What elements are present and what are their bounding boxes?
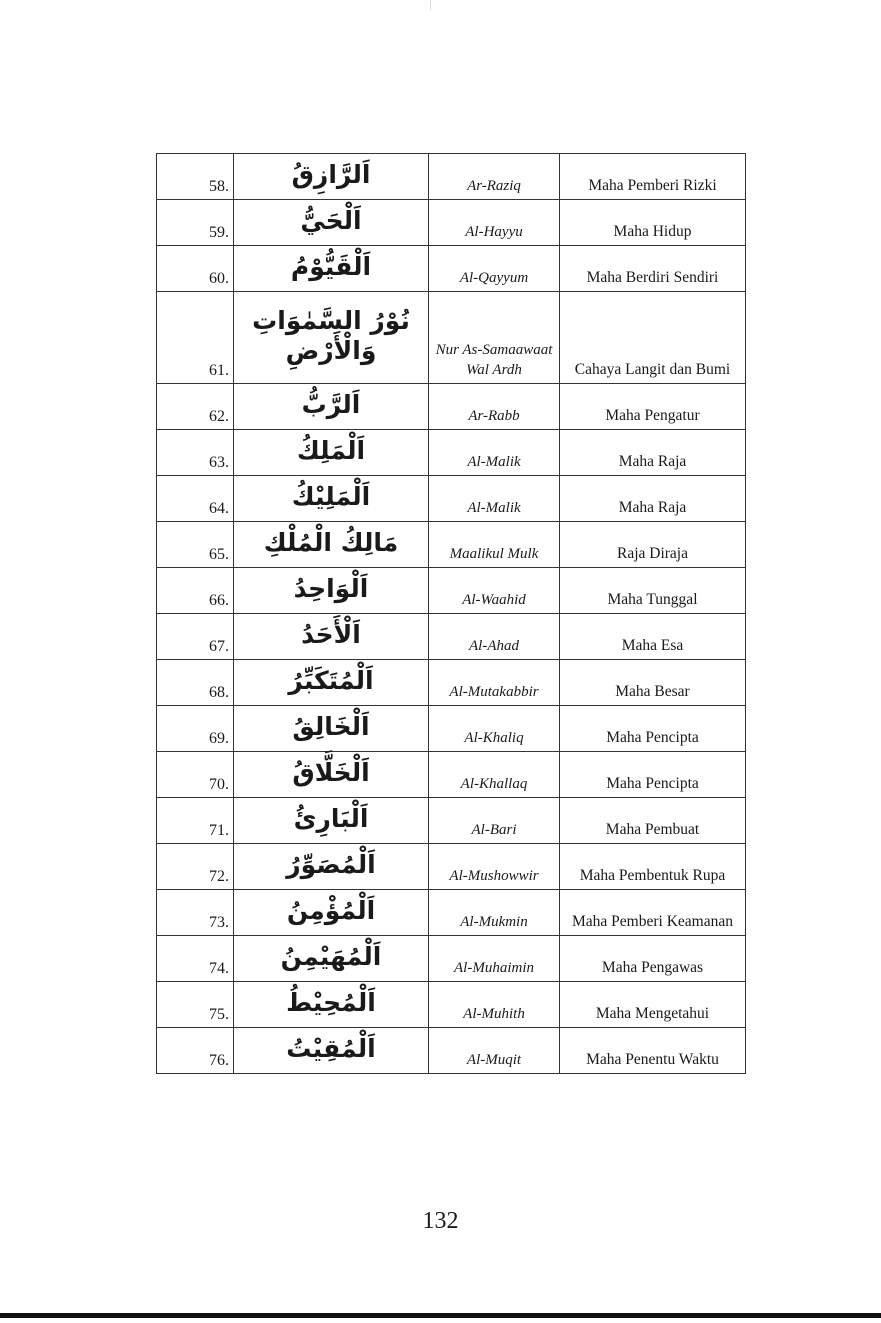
- table-row: [157, 246, 746, 292]
- table-row: [157, 982, 746, 1028]
- arabic-name: اَلْمُقِيْتُ: [234, 1028, 429, 1074]
- row-number: 58.: [157, 154, 234, 200]
- table-row: [157, 660, 746, 706]
- latin-name: Al-Mukmin: [429, 890, 560, 936]
- table-row: [157, 890, 746, 936]
- latin-name: Al-Muhith: [429, 982, 560, 1028]
- arabic-name: اَلرَّازِقُ: [234, 154, 429, 200]
- meaning: Raja Diraja: [560, 522, 746, 568]
- table-row: [157, 798, 746, 844]
- arabic-name: اَلْخَالِقُ: [234, 706, 429, 752]
- arabic-name: اَلرَّبُّ: [234, 384, 429, 430]
- arabic-name: اَلْقَيُّوْمُ: [234, 246, 429, 292]
- latin-name: Al-Mutakabbir: [429, 660, 560, 706]
- row-number: 76.: [157, 1028, 234, 1074]
- latin-name: Maalikul Mulk: [429, 522, 560, 568]
- table-row: [157, 568, 746, 614]
- latin-name: Al-Bari: [429, 798, 560, 844]
- bottom-edge-rule: [0, 1313, 881, 1318]
- latin-name: Ar-Raziq: [429, 154, 560, 200]
- meaning: Maha Raja: [560, 430, 746, 476]
- table-row: [157, 430, 746, 476]
- row-number: 64.: [157, 476, 234, 522]
- arabic-name: اَلْوَاحِدُ: [234, 568, 429, 614]
- meaning: Maha Raja: [560, 476, 746, 522]
- latin-name: Al-Khallaq: [429, 752, 560, 798]
- latin-name: Al-Muqit: [429, 1028, 560, 1074]
- row-number: 66.: [157, 568, 234, 614]
- arabic-name: اَلْمُصَوِّرُ: [234, 844, 429, 890]
- arabic-name: اَلْأَحَدُ: [234, 614, 429, 660]
- latin-name: Al-Qayyum: [429, 246, 560, 292]
- meaning: Maha Penentu Waktu: [560, 1028, 746, 1074]
- meaning: Maha Pemberi Rizki: [560, 154, 746, 200]
- table-row: [157, 844, 746, 890]
- row-number: 68.: [157, 660, 234, 706]
- meaning: Maha Besar: [560, 660, 746, 706]
- meaning: Maha Esa: [560, 614, 746, 660]
- meaning: Maha Berdiri Sendiri: [560, 246, 746, 292]
- meaning: Maha Pengawas: [560, 936, 746, 982]
- row-number: 67.: [157, 614, 234, 660]
- table-row: [157, 154, 746, 200]
- meaning: Maha Tunggal: [560, 568, 746, 614]
- arabic-name: نُوْرُ السَّمٰوَاتِ وَالْأَرْضِ: [234, 292, 429, 384]
- row-number: 72.: [157, 844, 234, 890]
- table-row: [157, 384, 746, 430]
- row-number: 61.: [157, 292, 234, 384]
- row-number: 70.: [157, 752, 234, 798]
- arabic-name: اَلْمُتَكَبِّرُ: [234, 660, 429, 706]
- latin-name: Al-Mushowwir: [429, 844, 560, 890]
- asmaul-husna-table: [156, 153, 746, 1074]
- table-row: [157, 200, 746, 246]
- meaning: Maha Pencipta: [560, 706, 746, 752]
- latin-name: Al-Waahid: [429, 568, 560, 614]
- arabic-name: اَلْمُؤْمِنُ: [234, 890, 429, 936]
- latin-name: Nur As-Samaawaat Wal Ardh: [429, 292, 560, 384]
- arabic-name: مَالِكُ الْمُلْكِ: [234, 522, 429, 568]
- latin-name: Al-Hayyu: [429, 200, 560, 246]
- row-number: 71.: [157, 798, 234, 844]
- meaning: Maha Pembentuk Rupa: [560, 844, 746, 890]
- arabic-name: اَلْمَلِكُ: [234, 430, 429, 476]
- table-row: [157, 292, 746, 384]
- table-row: [157, 1028, 746, 1074]
- table-row: [157, 936, 746, 982]
- meaning: Maha Hidup: [560, 200, 746, 246]
- page-number: 132: [422, 1208, 459, 1234]
- meaning: Maha Pembuat: [560, 798, 746, 844]
- table-row: [157, 522, 746, 568]
- arabic-name: اَلْمُحِيْطُ: [234, 982, 429, 1028]
- arabic-name: اَلْبَارِئُ: [234, 798, 429, 844]
- meaning: Maha Pencipta: [560, 752, 746, 798]
- table-row: [157, 614, 746, 660]
- meaning: Maha Pemberi Keamanan: [560, 890, 746, 936]
- meaning: Cahaya Langit dan Bumi: [560, 292, 746, 384]
- row-number: 74.: [157, 936, 234, 982]
- meaning: Maha Mengetahui: [560, 982, 746, 1028]
- arabic-name: اَلْمَلِيْكُ: [234, 476, 429, 522]
- row-number: 60.: [157, 246, 234, 292]
- latin-name: Al-Muhaimin: [429, 936, 560, 982]
- latin-name: Al-Malik: [429, 476, 560, 522]
- arabic-name: اَلْمُهَيْمِنُ: [234, 936, 429, 982]
- row-number: 63.: [157, 430, 234, 476]
- row-number: 59.: [157, 200, 234, 246]
- row-number: 69.: [157, 706, 234, 752]
- row-number: 73.: [157, 890, 234, 936]
- meaning: Maha Pengatur: [560, 384, 746, 430]
- latin-name: Al-Khaliq: [429, 706, 560, 752]
- latin-name: Ar-Rabb: [429, 384, 560, 430]
- latin-name: Al-Ahad: [429, 614, 560, 660]
- table-row: [157, 476, 746, 522]
- row-number: 75.: [157, 982, 234, 1028]
- arabic-name: اَلْحَيُّ: [234, 200, 429, 246]
- row-number: 65.: [157, 522, 234, 568]
- latin-name: Al-Malik: [429, 430, 560, 476]
- arabic-name: اَلْخَلَّاقُ: [234, 752, 429, 798]
- top-edge-mark: [430, 0, 431, 10]
- table-row: [157, 752, 746, 798]
- row-number: 62.: [157, 384, 234, 430]
- table-row: [157, 706, 746, 752]
